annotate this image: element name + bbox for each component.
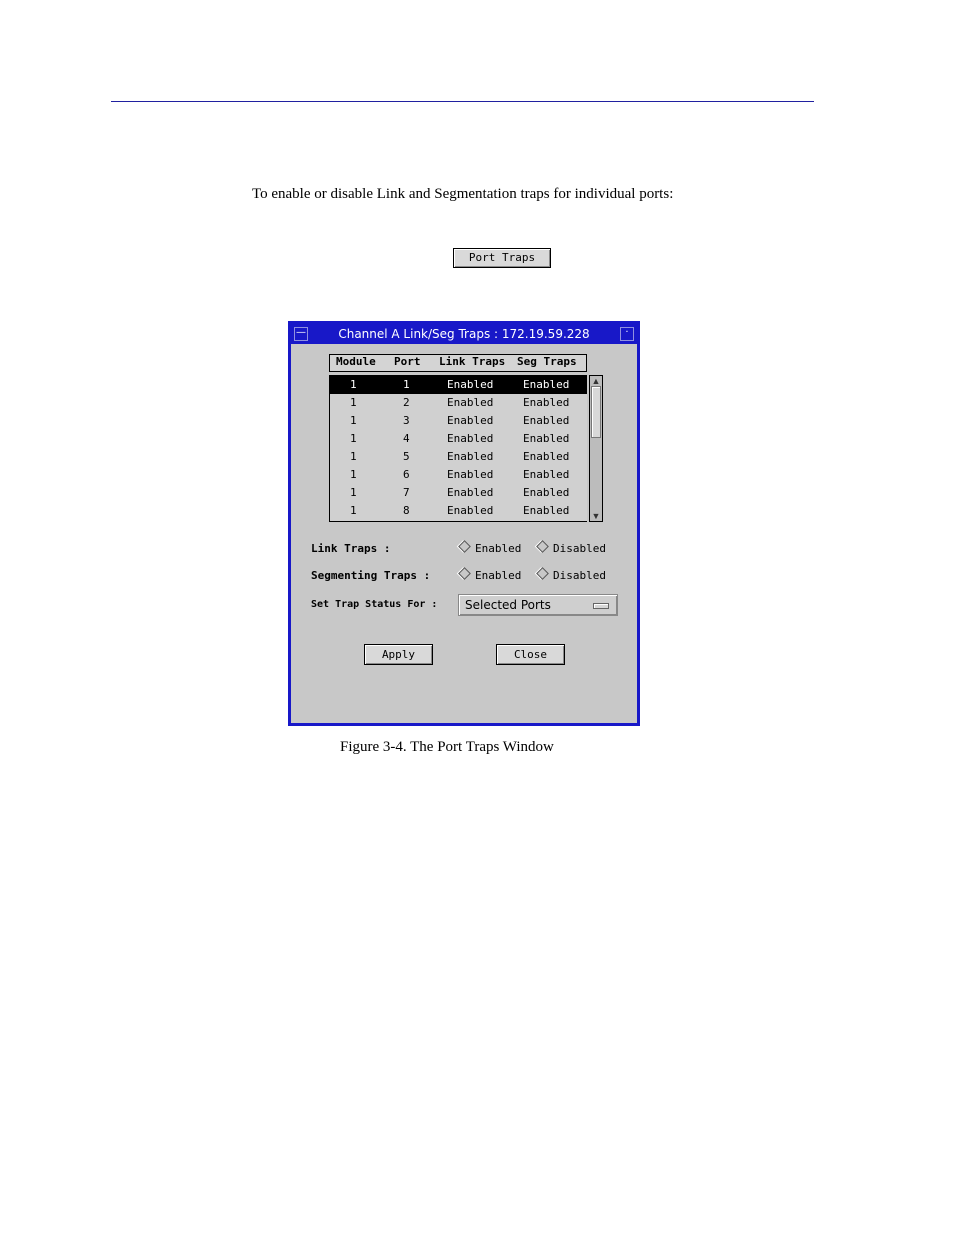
- radio-diamond-icon: [458, 540, 471, 553]
- radio-diamond-icon: [458, 567, 471, 580]
- seg-traps-enabled-radio[interactable]: Enabled: [460, 569, 521, 582]
- apply-button[interactable]: Apply: [364, 644, 433, 665]
- window-title: Channel A Link/Seg Traps : 172.19.59.228: [338, 327, 590, 341]
- table-row[interactable]: 1 4 Enabled Enabled: [350, 432, 570, 445]
- table-row[interactable]: 1 7 Enabled Enabled: [350, 486, 570, 499]
- column-header-port: Port: [394, 355, 421, 368]
- link-traps-label: Link Traps :: [311, 542, 391, 555]
- scroll-thumb[interactable]: [591, 386, 601, 438]
- seg-traps-label: Segmenting Traps :: [311, 569, 431, 582]
- window-titlebar: [291, 324, 637, 344]
- trap-status-select[interactable]: Selected Ports: [458, 594, 618, 616]
- list-scrollbar[interactable]: [589, 375, 603, 522]
- link-traps-disabled-radio[interactable]: Disabled: [538, 542, 606, 555]
- table-row[interactable]: 1 6 Enabled Enabled: [350, 468, 570, 481]
- minimize-icon[interactable]: ·: [620, 327, 634, 341]
- port-traps-window: [288, 321, 640, 726]
- table-row[interactable]: 1 1 Enabled Enabled: [330, 376, 587, 394]
- table-row[interactable]: 1 5 Enabled Enabled: [350, 450, 570, 463]
- table-row[interactable]: 1 2 Enabled Enabled: [350, 396, 570, 409]
- table-header: [329, 354, 587, 372]
- seg-traps-disabled-radio[interactable]: Disabled: [538, 569, 606, 582]
- radio-diamond-icon: [536, 540, 549, 553]
- option-menu-indicator-icon: [593, 603, 609, 609]
- figure-caption: Figure 3-4. The Port Traps Window: [340, 739, 554, 755]
- table-row[interactable]: 1 3 Enabled Enabled: [350, 414, 570, 427]
- scroll-down-arrow-icon[interactable]: ▼: [591, 511, 601, 521]
- scroll-up-arrow-icon[interactable]: ▲: [591, 376, 601, 386]
- close-button[interactable]: Close: [496, 644, 565, 665]
- header-rule: [111, 101, 814, 102]
- set-status-label: Set Trap Status For :: [311, 599, 438, 610]
- port-traps-button[interactable]: Port Traps: [453, 248, 551, 268]
- ports-list[interactable]: [329, 375, 587, 522]
- table-row[interactable]: 1 8 Enabled Enabled: [350, 504, 570, 517]
- column-header-seg-traps: Seg Traps: [517, 355, 577, 368]
- column-header-module: Module: [336, 355, 376, 368]
- window-menu-icon[interactable]: —: [294, 327, 308, 341]
- radio-diamond-icon: [536, 567, 549, 580]
- intro-text: To enable or disable Link and Segmentation traps for individual ports:: [252, 186, 674, 202]
- link-traps-enabled-radio[interactable]: Enabled: [460, 542, 521, 555]
- column-header-link-traps: Link Traps: [439, 355, 506, 368]
